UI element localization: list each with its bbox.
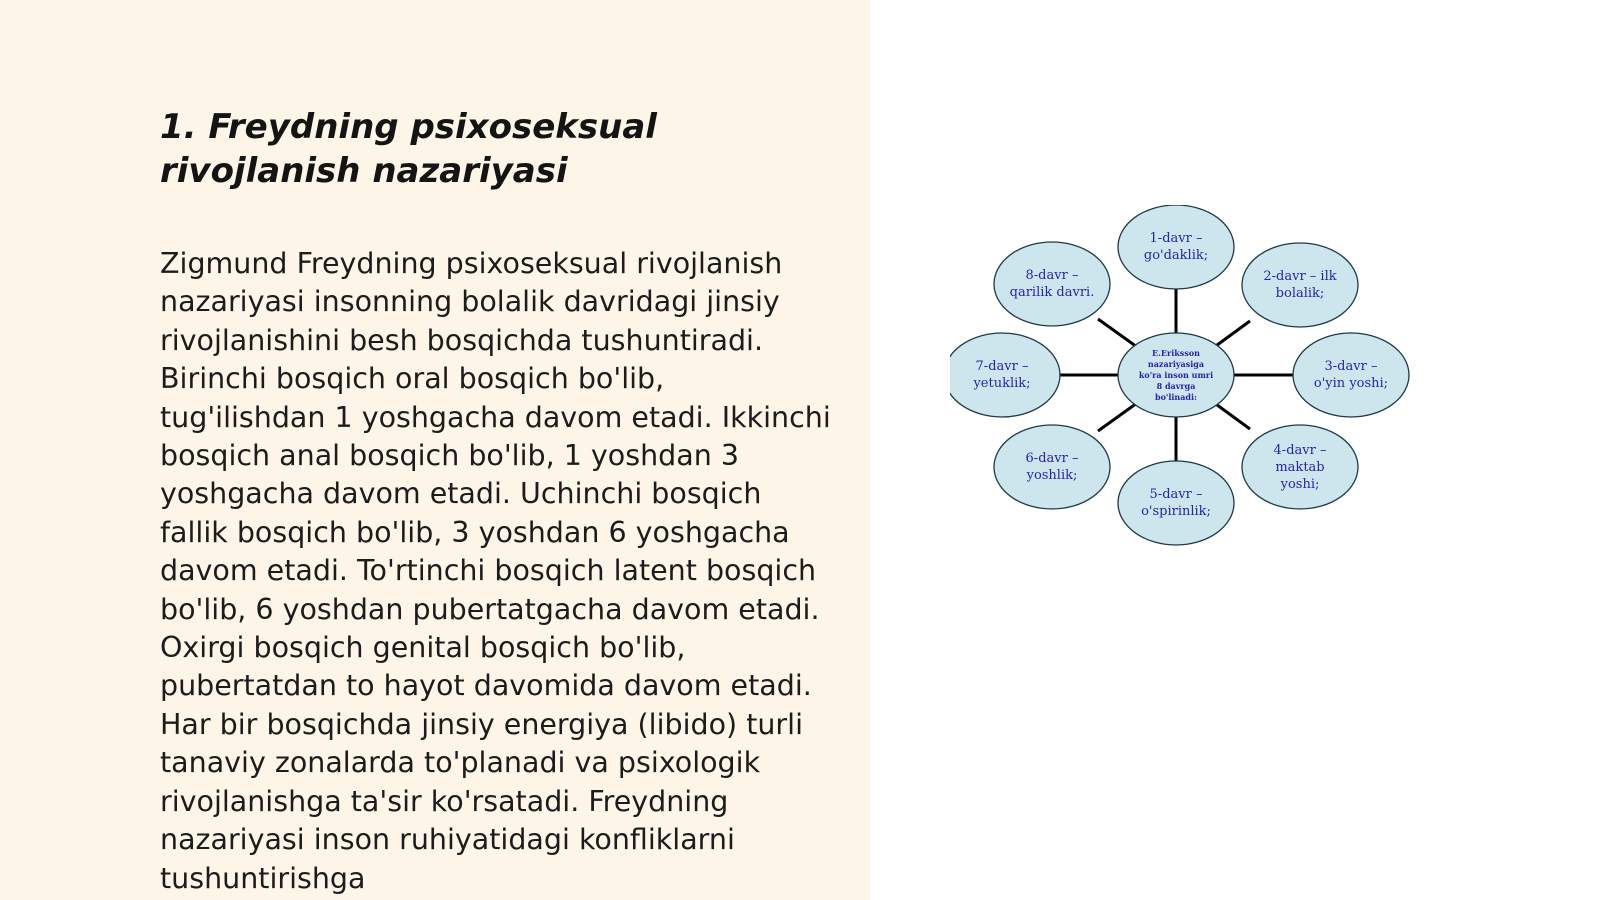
node-3-label: 3-davr – o'yin yoshi;	[1313, 359, 1389, 391]
node-8-label: 8-davr – qarilik davri.	[1009, 268, 1095, 300]
life-stages-diagram	[950, 205, 1450, 565]
slide-title: 1. Freydning psixoseksual rivojlanish nazariyasi	[160, 107, 657, 191]
node-2-label: 2-davr – ilk bolalik;	[1263, 269, 1337, 301]
node-4-label: 4-davr – maktab yoshi;	[1273, 442, 1327, 492]
node-7-label: 7-davr – yetuklik;	[973, 359, 1031, 391]
node-6-label: 6-davr – yoshlik;	[1025, 451, 1079, 483]
node-5-label: 5-davr – o'spirinlik;	[1141, 487, 1211, 519]
center-node-label: E.Eriksson nazariyasiga ko'ra inson umri 8 davrga bo'linadi:	[1138, 347, 1214, 402]
slide-body-text: Zigmund Freydning psixoseksual rivojlanish nazariyasi insonning bolalik davridagi jinsiy rivojlanishini besh bosqichda tushuntiradi. Birinchi bosqich oral bosqich bo'lib, tug'ilishdan 1 yoshgacha davom etadi. Ikkinchi bosqich anal bosqich bo'lib, 1 yoshdan 3 yoshgacha davom etadi. Uchinchi bosqich fallik bosqich bo'lib, 3 yoshdan 6 yoshgacha davom etadi. To'rtinchi bosqich latent bosqich bo'lib, 6 yoshdan pubertatgacha davom etadi. Oxirgi bosqich genital bosqich bo'lib, pubertatdan to hayot davomida davom etadi. Har bir bosqichda jinsiy energiya (libido) turli tanaviy zonalarda to'planadi va psixologik rivojlanishga ta'sir ko'rsatadi. Freydning nazariyasi inson ruhiyatidagi konfliklarni tushuntirishga	[160, 247, 831, 895]
node-1-label: 1-davr – go'daklik;	[1143, 231, 1209, 263]
